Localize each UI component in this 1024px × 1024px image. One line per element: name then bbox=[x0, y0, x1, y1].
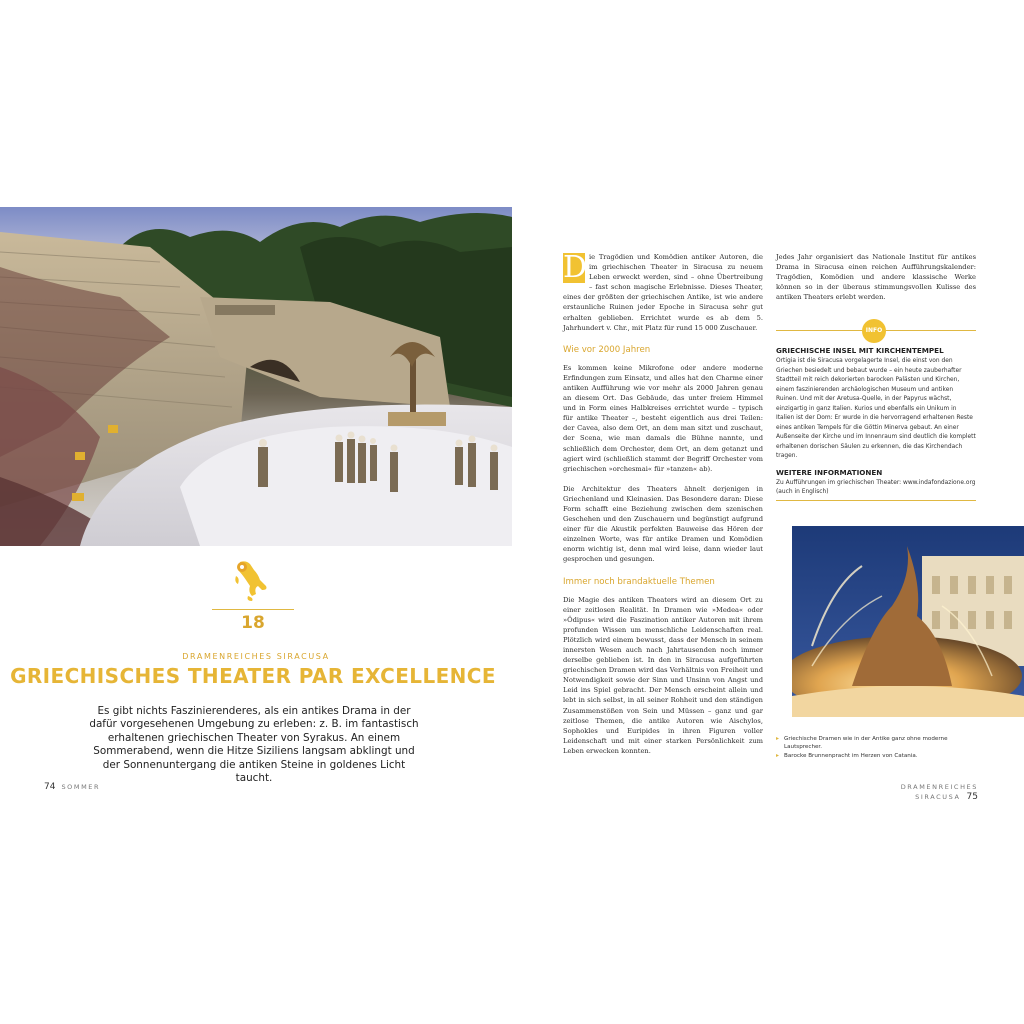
paragraph-2: Es kommen keine Mikrofone oder andere moderne Erfindungen zum Einsatz, und alles hat den Charme einer antiken Aufführung wie vor mehr als 2000 Jahren genau an diesem Ort. Das Gebäude, das unter freiem Himmel und in Form eines Halbkreises errichtet wurde – typisch für antike Theater –, besteht eigentlich aus drei Teilen: der Cavea, also dem Ort, an dem man sitzt und zuschaut, der Scena, wie man damals die Bühne nannte, und schließlich dem Orchester, dem Ort, an dem getanzt und agiert wird (schließlich stammt der Begriff Orchester vom griechischen »orchesmai« für »tanzen« ab). bbox=[563, 363, 763, 473]
info-heading-1: GRIECHISCHE INSEL MIT KIRCHENTEMPEL bbox=[776, 346, 944, 355]
folio-right bbox=[864, 782, 978, 802]
info-text-1: Ortigia ist die Siracusa vorgelagerte Insel, die einst von den Griechen besiedelt und bebaut wurde – ein heute zauberhafter Stadtteil mit reich dekorierten barocken Palästen und Kirchen, einem faszinierenden archäologischen Museum und antiken Ruinen. Und mit der Aretusa-Quelle, in der Papyrus wächst, einzigartig in ganz Italien. Kurios und ebenfalls ein Unikum in Italien ist der Dom: Er wurde in die hervorragend erhaltenen Reste eines antiken Tempels für die Göttin Minerva gebaut. An einer Außenseite der Kirche und im Innenraum sind deutlich die komplett erhaltenen dorischen Säulen zu erkennen, die das Kirchendach tragen. bbox=[776, 358, 976, 459]
lead-paragraph: Es gibt nichts Faszinierenderes, als ein antikes Drama in der dafür vorgesehenen Umgebung zu erleben: z. B. im fantastisch erhaltenen griechischen Theater von Syrakus. An einem Sommerabend, wenn die Hitze Siziliens langsam abklingt und der Sonnenuntergang die antiken Steine in goldenes Licht taucht. bbox=[89, 705, 419, 785]
subhead-wie-vor-2000-jahren: Wie vor 2000 Jahren bbox=[563, 344, 651, 355]
caption-arrow-icon: ▸ bbox=[776, 751, 780, 759]
folio-left bbox=[44, 782, 100, 792]
paragraph-4: Die Magie des antiken Theaters wird an diesem Ort zu einer zeitlosen Realität. In Dramen wie »Medea« oder »Ödipus« wird die Faszination antiker Autoren mit ihrem profunden Wissen um menschliche Leidenschaften real. Plötzlich wird einem bewusst, dass der Mensch in seinem innersten Wesen auch nach Jahrtausenden noch immer derselbe geblieben ist. In den in Siracusa aufgeführten griechischen Dramen wird das Verhältnis von Freiheit und Notwendigkeit sowie der Sinn und Unsinn von Angst und Leid ins Spiel gebracht. Der Mensch erscheint allein und lebt in sich selbst, in all seiner Rohheit und den ständigen Zusammenstößen von Sein und Müssen – ganz und gar zeitlose Themen, die antike Autoren wie Aischylos, Sophokles und Euripides in ihren Figuren voller Leidenschaft und mit einer starken Persönlichkeit zum Leben erwecken konnten. bbox=[563, 595, 763, 755]
dropcap: D bbox=[563, 250, 588, 285]
paragraph-3: Die Architektur des Theaters ähnelt derjenigen in Griechenland und Kleinasien. Das Besondere daran: Diese Form schafft eine Beziehung zwischen dem szenischen Geschehen und den Zuschauern und begünstigt aufgrund einer für die Akustik perfekten Bauweise das Hören der einzelnen Worte, was für antike Dramen und Komödien enorm wichtig ist, denn mal wird leise, dann wieder laut gesprochen und gesungen. bbox=[563, 484, 763, 564]
caption-2 bbox=[776, 752, 976, 760]
chapter-number: 18 bbox=[241, 613, 265, 633]
chapter-kicker: DRAMENREICHES SIRACUSA bbox=[182, 652, 330, 661]
body-column-2 bbox=[776, 252, 976, 302]
italy-map-icon bbox=[228, 556, 272, 602]
caption-1-text: Griechische Dramen wie in der Antike ganz ohne moderne Lautsprecher. bbox=[784, 736, 948, 751]
info-heading-2: WEITERE INFORMATIONEN bbox=[776, 467, 883, 477]
info-rule-bottom bbox=[776, 500, 976, 501]
theatre-photo bbox=[0, 207, 512, 546]
chapter-headline: GRIECHISCHES THEATER PAR EXCELLENCE bbox=[10, 664, 496, 688]
info-box bbox=[776, 346, 976, 498]
intro-text: ie Tragödien und Komödien antiker Autoren, die im griechischen Theater in Siracusa zu neuem Leben erweckt werden, sind – ohne Übertreibung – fast schon magische Erlebnisse. Dieses Theater, eines der größten der griechischen Antike, ist wie andere erstaunliche Ruinen jeder Epoche in Siracusa sehr gut erhalten geblieben. Errichtet wurde es ab dem 5. Jahrhundert v. Chr., mit Platz für rund 15 000 Zuschauer. bbox=[563, 253, 763, 332]
page-number-left: 74 bbox=[44, 782, 56, 792]
caption-1 bbox=[776, 735, 976, 752]
subhead-brandaktuelle-themen: Immer noch brandaktuelle Themen bbox=[563, 576, 715, 587]
section-name-right: DRAMENREICHES SIRACUSA bbox=[900, 783, 978, 801]
info-badge: INFO bbox=[862, 319, 886, 343]
body-column-1 bbox=[563, 252, 763, 756]
info-text-2: Zu Aufführungen im griechischen Theater: www.indafondazione.org (auch in Englisch) bbox=[776, 479, 976, 495]
caption-arrow-icon: ▸ bbox=[776, 735, 780, 742]
paragraph-5: Jedes Jahr organisiert das Nationale Institut für antikes Drama in Siracusa einen reichen Aufführungskalender: Tragödien, Komödien und andere klassische Werke können so in der überaus stimmungsvollen Kulisse des antiken Theaters erlebt werden. bbox=[776, 253, 976, 302]
caption-2-text: Barocke Brunnenpracht im Herzen von Catania. bbox=[784, 752, 918, 759]
photo-captions bbox=[776, 735, 976, 760]
chapter-rule bbox=[212, 609, 294, 610]
page-number-right: 75 bbox=[966, 792, 978, 802]
section-name-left: SOMMER bbox=[61, 783, 101, 791]
intro-paragraph bbox=[563, 252, 763, 333]
fountain-photo bbox=[792, 526, 1024, 717]
